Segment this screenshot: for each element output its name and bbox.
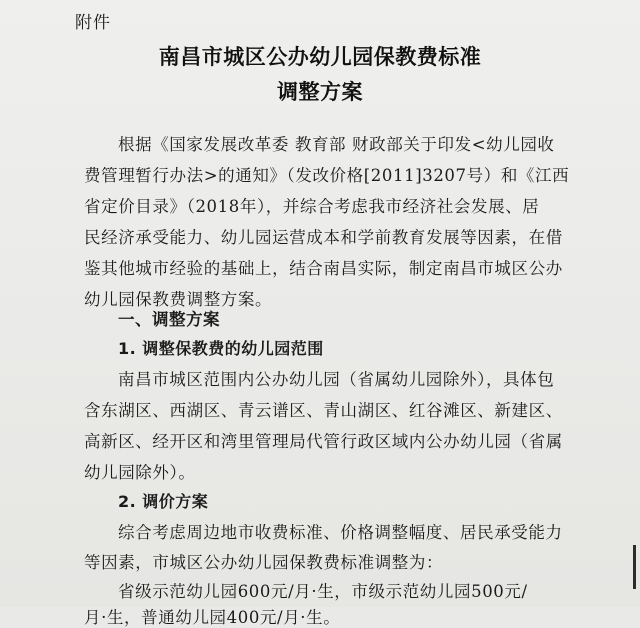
subsection-heading: 2. 调价方案 bbox=[118, 492, 209, 511]
subsection-heading: 1. 调整保教费的幼儿园范围 bbox=[118, 339, 324, 358]
pricing-paragraph-line: 月·生，普通幼儿园400元/月·生。 bbox=[84, 608, 341, 627]
intro-paragraph-line: 民经济承受能力、幼儿园运营成本和学前教育发展等因素，在借 bbox=[84, 228, 563, 247]
intro-paragraph-line: 鉴其他城市经验的基础上，结合南昌实际，制定南昌市城区公办 bbox=[84, 259, 563, 278]
scope-paragraph-line: 含东湖区、西湖区、青云谱区、青山湖区、红谷滩区、新建区、 bbox=[84, 401, 563, 420]
intro-paragraph-line: 省定价目录》（2018年），并综合考虑我市经济社会发展、居 bbox=[84, 197, 540, 216]
intro-paragraph-line: 根据《国家发展改革委 教育部 财政部关于印发<幼儿园收 bbox=[118, 135, 555, 154]
document-title-line1: 南昌市城区公办幼儿园保教费标准 bbox=[158, 45, 482, 69]
intro-paragraph-line: 费管理暂行办法>的通知》（发改价格[2011]3207号）和《江西 bbox=[84, 166, 570, 185]
intro-paragraph-line: 幼儿园保教费调整方案。 bbox=[84, 290, 273, 309]
page-edge-mark bbox=[633, 545, 636, 589]
pricing-paragraph-line: 综合考虑周边地市收费标准、价格调整幅度、居民承受能力 bbox=[118, 523, 563, 542]
section-heading: 一、调整方案 bbox=[118, 310, 220, 329]
scope-paragraph-line: 幼儿园除外）。 bbox=[84, 463, 196, 482]
attachment-label: 附件 bbox=[75, 13, 111, 33]
pricing-paragraph-line: 省级示范幼儿园600元/月·生，市级示范幼儿园500元/ bbox=[118, 582, 528, 601]
pricing-paragraph-line: 等因素，市城区公办幼儿园保教费标准调整为： bbox=[84, 553, 444, 572]
scope-paragraph-line: 高新区、经开区和湾里管理局代管行政区域内公办幼儿园（省属 bbox=[84, 432, 563, 451]
document-title-line2: 调整方案 bbox=[277, 80, 363, 104]
scope-paragraph-line: 南昌市城区范围内公办幼儿园（省属幼儿园除外），具体包 bbox=[118, 370, 555, 389]
